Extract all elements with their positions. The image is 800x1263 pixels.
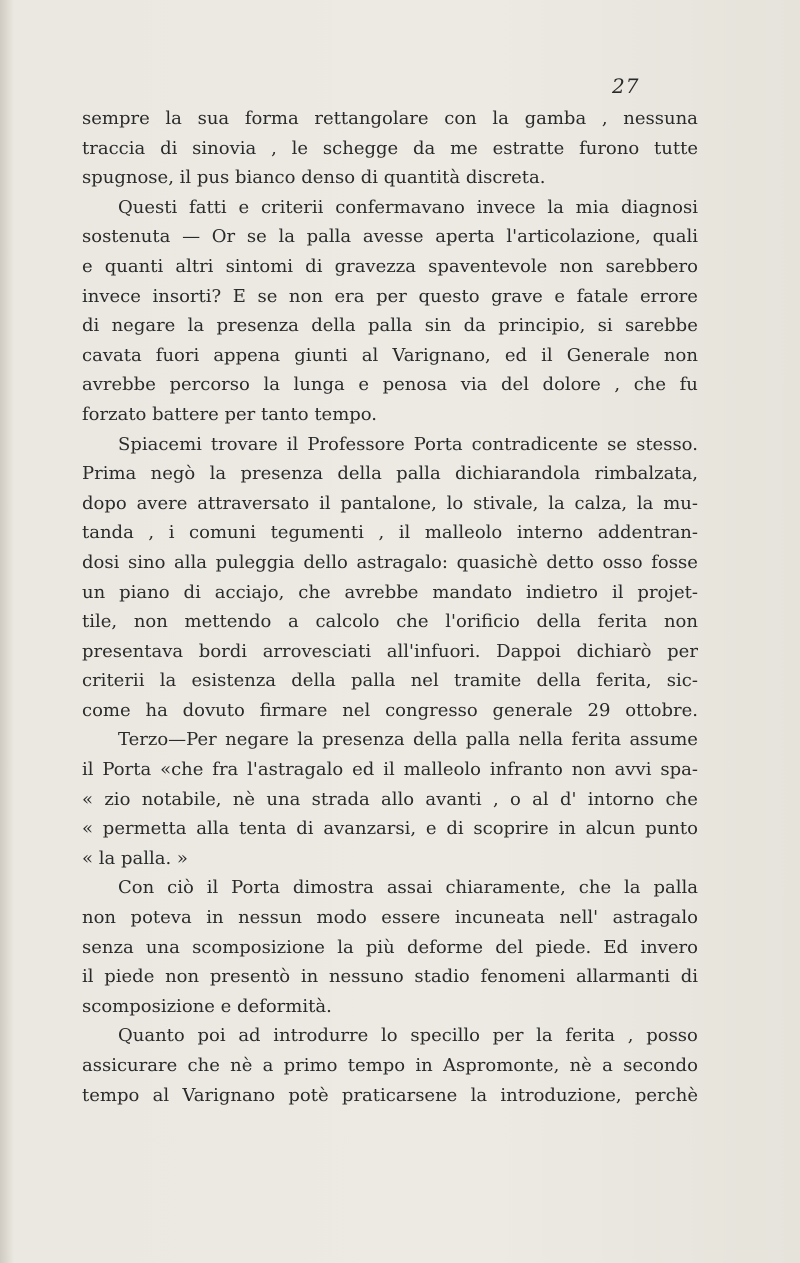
text-line: dosi sino alla puleggia dello astragalo: quasichè detto osso fosse [82,551,698,573]
text-line: presentava bordi arrovesciati all'infuori. Dappoi dichiarò per [82,640,698,662]
text-line: assicurare che nè a primo tempo in Aspromonte, nè a secondo [82,1055,698,1076]
text-line: Con ciò il Porta dimostra assai chiaramente, che la palla [118,877,698,899]
page-number: 27 [612,74,640,98]
text-line: avrebbe percorso la lunga e penosa via del dolore , che fu [82,374,698,396]
text-line: scomposizione e deformità. [82,995,332,1017]
text-line: il piede non presentò in nessuno stadio fenomeni allarmanti di [82,966,698,988]
text-line: e quanti altri sintomi di gravezza spaventevole non sarebbero [82,255,698,277]
text-line: « permetta alla tenta di avanzarsi, e di scoprire in alcun punto [82,818,698,840]
text-line: Prima negò la presenza della palla dichiarandola rimbalzata, [82,463,698,485]
text-line: cavata fuori appena giunti al Varignano, ed il Generale non [82,344,698,366]
text-line: Spiacemi trovare il Professore Porta contradicente se stesso. [118,433,698,455]
text-line: il Porta «che fra l'astragalo ed il malleolo infranto non avvi spa- [82,759,698,781]
text-line: invece insorti? E se non era per questo grave e fatale errore [82,285,698,307]
text-line: un piano di acciajo, che avrebbe mandato indietro il projet- [82,581,698,603]
text-line: senza una scomposizione la più deforme del piede. Ed invero [82,936,698,958]
text-line: come ha dovuto firmare nel congresso generale 29 ottobre. [82,699,698,721]
text-line: traccia di sinovia , le schegge da me estratte furono tutte [82,137,698,159]
text-line: dopo avere attraversato il pantalone, lo stivale, la calza, la mu- [82,492,698,514]
text-line: « la palla. » [82,847,188,869]
body-text [82,104,698,1110]
text-line: sostenuta — Or se la palla avesse aperta l'articolazione, quali [82,226,698,248]
text-line: tempo al Varignano potè praticarsene la introduzione, perchè [82,1084,698,1106]
text-line: Quanto poi ad introdurre lo specillo per la ferita , posso [118,1025,698,1047]
text-line: « zio notabile, nè una strada allo avanti , o al d' intorno che [82,788,698,810]
text-line: criterii la esistenza della palla nel tramite della ferita, sic- [82,670,698,692]
text-line: Questi fatti e criterii confermavano invece la mia diagnosi [118,196,698,218]
text-line: forzato battere per tanto tempo. [82,403,378,425]
text-line: spugnose, il pus bianco denso di quantità discreta. [82,167,546,189]
text-line: non poteva in nessun modo essere incuneata nell' astragalo [82,907,698,929]
text-line: tanda , i comuni tegumenti , il malleolo interno addentran- [82,522,698,544]
text-line: tile, non mettendo a calcolo che l'orificio della ferita non [82,611,698,633]
text-line: sempre la sua forma rettangolare con la gamba , nessuna [82,108,698,129]
text-line: di negare la presenza della palla sin da principio, si sarebbe [82,315,698,337]
text-line: Terzo—Per negare la presenza della palla nella ferita assume [118,729,698,751]
